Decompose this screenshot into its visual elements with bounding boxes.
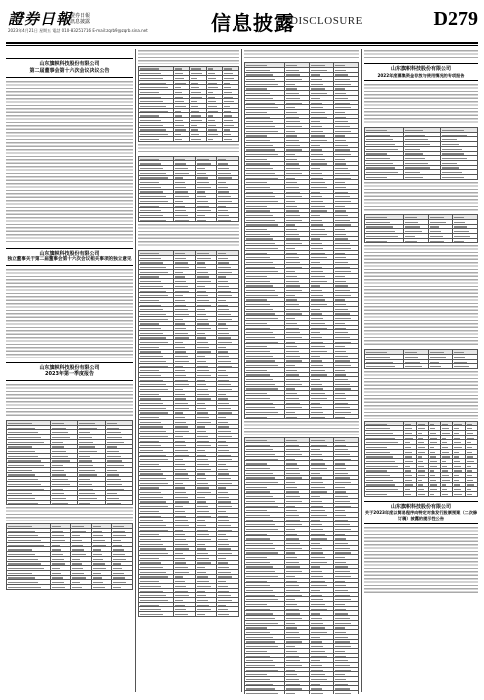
data-table (364, 214, 478, 243)
newspaper-logo: 證券日報 (8, 10, 73, 28)
page-number: D279 (433, 8, 478, 30)
section-title: 信息披露 (211, 11, 295, 35)
notice-company: 山东旗帜科技股份有限公司 (39, 250, 100, 257)
table-cell (428, 364, 453, 369)
table-cell (174, 217, 196, 222)
table-grid (138, 66, 239, 142)
notice-body (364, 371, 478, 419)
notice-body (364, 50, 478, 60)
notice-title-independent-opinion (6, 248, 133, 267)
table-row (139, 136, 239, 141)
table-cell (7, 584, 51, 589)
data-table (244, 437, 359, 694)
table-cell (465, 492, 477, 497)
table-cell (245, 691, 285, 694)
table-cell (284, 414, 309, 419)
table-grid (364, 127, 478, 180)
column-divider (135, 49, 136, 692)
table-cell (78, 500, 105, 505)
table-cell (453, 492, 465, 497)
table-cell (50, 500, 77, 505)
notice-body (364, 245, 478, 347)
table-cell (195, 612, 217, 617)
notice-title-fund-usage (364, 63, 478, 81)
table-grid (364, 349, 478, 369)
data-table (138, 250, 239, 617)
table-cell (309, 414, 334, 419)
column-4 (364, 49, 478, 694)
notice-body (6, 269, 133, 357)
table-cell (404, 174, 441, 179)
table-grid (244, 62, 359, 419)
notice-body (244, 421, 359, 435)
table-cell (245, 414, 285, 419)
table-cell (139, 136, 174, 141)
notice-body (6, 81, 133, 244)
table-row (245, 691, 359, 694)
data-table (6, 523, 133, 590)
page-header (6, 4, 478, 40)
notice-body (138, 50, 239, 64)
table-cell (404, 238, 429, 243)
table-row (139, 217, 239, 222)
notice-body (244, 50, 359, 60)
notice-title-board-meeting (6, 58, 133, 78)
data-table (138, 66, 239, 142)
table-row (139, 612, 239, 617)
table-row (245, 414, 359, 419)
table-grid (6, 523, 133, 590)
table-cell (174, 612, 196, 617)
table-grid (138, 156, 239, 223)
table-cell (404, 364, 429, 369)
issue-date-line: 2023年4月21日 星期五 電話 010-83251716 E-mail:zqrb9@zqrb.sina.net (8, 28, 148, 33)
data-table (364, 421, 478, 497)
notice-body (364, 527, 478, 595)
table-grid (6, 420, 133, 505)
table-row (365, 238, 478, 243)
data-table (138, 156, 239, 223)
table-cell (365, 492, 404, 497)
table-cell (71, 584, 92, 589)
table-cell (50, 584, 71, 589)
table-cell (309, 691, 334, 694)
data-table (364, 127, 478, 180)
notice-company: 山东旗帜科技股份有限公司 (390, 503, 451, 510)
table-cell (7, 500, 51, 505)
table-grid (244, 437, 359, 694)
table-cell (404, 492, 416, 497)
table-cell (217, 217, 239, 222)
notice-body (6, 384, 133, 418)
table-cell (206, 136, 222, 141)
notice-text-block (6, 49, 133, 55)
table-cell (190, 136, 206, 141)
data-table (6, 420, 133, 505)
notice-title: 2023年第一季度报告 (45, 371, 94, 378)
notice-body (364, 182, 478, 213)
table-cell (222, 136, 238, 141)
table-cell (174, 136, 190, 141)
table-cell (91, 584, 112, 589)
table-cell (365, 364, 404, 369)
notice-title: 第二届董事会第十六次会议决议公告 (29, 67, 110, 74)
table-grid (364, 421, 478, 497)
table-cell (453, 238, 478, 243)
table-cell (139, 217, 174, 222)
table-grid (138, 250, 239, 617)
table-row (7, 500, 133, 505)
notice-company: 山东旗帜科技股份有限公司 (39, 364, 100, 371)
logo-subtitle: 證券日報 訊息披露 (70, 13, 91, 25)
notice-title: 2022年度募集资金存放与使用情况的专项报告 (377, 72, 465, 78)
column-divider (361, 49, 362, 692)
notice-title: 独立董事关于第二届董事会第十六次会议相关事项的独立意见 (7, 257, 132, 263)
table-cell (105, 500, 132, 505)
table-cell (334, 414, 359, 419)
column-2 (138, 49, 239, 694)
notice-title-performance (364, 501, 478, 525)
table-cell (441, 492, 453, 497)
notice-title: 关于2023年度以简易程序向特定对象发行股票预案（二次修订稿）披露的提示性公告 (364, 510, 478, 521)
table-grid (364, 214, 478, 243)
table-row (365, 364, 478, 369)
table-cell (416, 492, 428, 497)
data-table (244, 62, 359, 419)
data-table (364, 349, 478, 369)
column-divider (241, 49, 242, 692)
column-1 (6, 49, 133, 694)
notice-company: 山东旗帜科技股份有限公司 (39, 61, 100, 67)
table-cell (428, 492, 440, 497)
column-3 (244, 49, 359, 694)
table-cell (139, 612, 174, 617)
notice-body (364, 84, 478, 125)
notice-company: 山东旗帜科技股份有限公司 (390, 66, 451, 73)
table-cell (428, 238, 453, 243)
notice-body (138, 224, 239, 248)
table-cell (365, 238, 404, 243)
table-cell (365, 174, 404, 179)
header-rule-thin (6, 45, 478, 46)
header-rule (6, 42, 478, 44)
table-cell (112, 584, 133, 589)
notice-title-quarterly-report (6, 362, 133, 382)
table-cell (284, 691, 309, 694)
table-row (365, 174, 478, 179)
table-cell (453, 364, 478, 369)
table-cell (441, 174, 478, 179)
table-cell (334, 691, 359, 694)
section-title-en: DISCLOSURE (290, 15, 363, 27)
notice-body (138, 144, 239, 154)
table-cell (217, 612, 239, 617)
table-cell (195, 217, 217, 222)
table-row (7, 584, 133, 589)
table-row (365, 492, 478, 497)
notice-body (6, 507, 133, 521)
